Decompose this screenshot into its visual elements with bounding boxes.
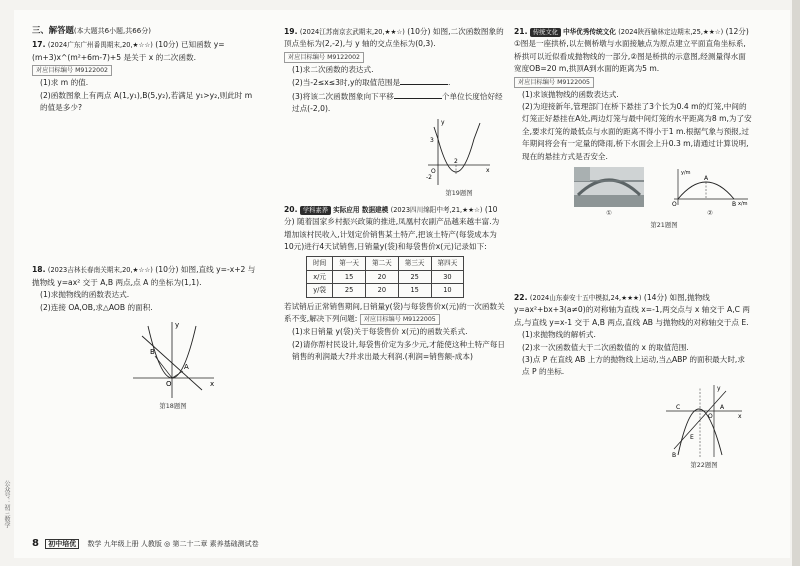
svg-text:O: O	[431, 168, 436, 176]
column-middle	[284, 24, 506, 363]
table-row: y/袋 25 20 15 10	[307, 284, 464, 297]
target-ref: 对应目标编号 M9122002	[32, 65, 112, 76]
table-header-row: 时间 第一天 第二天 第三天 第四天	[307, 257, 464, 270]
brand-logo: 初中培优	[45, 539, 79, 549]
arch-diagram	[668, 167, 752, 207]
svg-text:x: x	[738, 412, 742, 420]
svg-text:y/m: y/m	[681, 170, 691, 177]
svg-text:y: y	[441, 119, 445, 127]
table-row: x/元 15 20 25 30	[307, 270, 464, 283]
figure-22	[664, 383, 744, 459]
bridge-photo	[574, 167, 644, 207]
exam-page	[14, 10, 790, 558]
svg-text:B: B	[672, 451, 677, 459]
svg-text:C: C	[676, 403, 681, 411]
figure-18	[128, 318, 218, 400]
answer-blank[interactable]	[400, 76, 448, 85]
page-fold	[792, 0, 800, 566]
svg-text:A: A	[704, 175, 709, 183]
svg-text:y: y	[175, 321, 180, 330]
svg-text:A: A	[720, 403, 725, 411]
svg-text:B: B	[732, 201, 737, 208]
svg-text:B: B	[150, 348, 155, 357]
section-title: 三、解答题(本大题共6小题,共66分)	[32, 25, 151, 35]
footer-text: 数学 九年级上册 人教版 ◎ 第二十二章 素养基础测试卷	[87, 540, 259, 548]
column-left	[32, 24, 258, 412]
svg-text:x/m: x/m	[738, 201, 748, 208]
figure-21: ① A O B x/m y/m ②	[574, 167, 752, 219]
svg-text:y: y	[717, 384, 721, 392]
page-footer	[32, 538, 259, 549]
svg-text:O: O	[166, 380, 172, 389]
svg-text:E: E	[690, 433, 694, 441]
question-18: 18. (2023吉林长春南关期末,20,★☆☆) (10分) 如图,直线 y=-x+2 与抛物线 y=ax² 交于 A,B 两点,点 A 的坐标为(1,1). (1)求抛物线的函数表达式. (2)连接 OA,OB,求△AOB 的面积. B A O x y 第18题图	[32, 265, 256, 411]
svg-text:2: 2	[454, 158, 458, 166]
svg-text:-2: -2	[426, 174, 432, 182]
figure-19	[424, 117, 494, 187]
svg-text:A: A	[184, 363, 189, 372]
question-20: 20. 学科素养 实际应用 数据建模 (2023四川绵阳中考,21,★★☆) (10分) 随着国家乡村振兴政策的推进,凤凰村农副产品越来越丰富.为增加该村民收入,计划定价销售某土特产,把该土特产(每袋成本为10元)进行4天试销售,日销量y(袋)和每袋售价x(元)记录如下: 时间 第一天 第二天 第三天 第四天 x/元 15 20 25 30 y/袋 25 20 15 10 若试销后正常销售期间,日销量y(袋)与每袋售价x(元)的一次函数关系不变,解决下列问题: 对应目标编号 M9122005 (1)求日销量 y(袋)关于每袋售价 x(元)的函数关系式. (2)请你帮村民设计,每袋售价定为多少元,才能使这种土特产每日销售的利润最大?并求出最大利润.(利润=销售额-成本)	[284, 204, 506, 361]
svg-text:x: x	[486, 167, 490, 175]
svg-text:O: O	[672, 201, 677, 208]
question-22: 22. (2024山东泰安十五中模拟,24,★★★) (14分) 如图,抛物线 y=ax²+bx+3(a≠0)的对称轴为直线 x=-1,两交点与 x 轴交于 A,C 两点,与直线 y=x-1 交于 A,B 两点,直线 AB 与抛物线的对称轴交于点 E. (1)求抛物线的解析式. (2)求一次函数值大于二次函数值的 x 的取值范围. (3)点 P 在直线 AB 上方的抛物线上运动,当△ABP 的面积最大时,求点 P 的坐标. C A E B O x y 第22题图	[514, 292, 750, 469]
question-21: 21. 传统文化 中华优秀传统文化 (2024陕西榆林定边期末,25,★★☆) (12分) ①图是一座拱桥,以左侧桥墩与水面接触点为原点建立平面直角坐标系,桥拱可以近似看成抛物线的一部分,②图是桥拱的示意图,经测量得水面宽度OB=20 m,拱顶A到水面的距离为5 m. 对应目标编号 M9122005 (1)求该抛物线的函数表达式. (2)为迎接新年,管理部门在桥下悬挂了3个长为0.4 m的灯笼,中间的灯笼正好悬挂在A处,两边灯笼与最中间灯笼的水平距离为8 m,为了安全,要求灯笼的最低点与水面的距离不得小于1 m.根据气象与预报,过年期间将会有一定量的降雨,桥下水面会上升0.3 m,请通过计算说明,现在的悬挂方式是否安全. ① A O B x/m y/m ② 第21题图	[514, 27, 752, 230]
svg-text:x: x	[210, 380, 215, 389]
column-right	[514, 24, 752, 471]
svg-text:O: O	[708, 412, 713, 420]
question-17: 17. (2024广东广州番禺期末,20,★☆☆) (10分) 已知函数 y=(m+3)x^(m²+6m-7)+5 是关于 x 的二次函数. 对应目标编号 M9122002 (1)求 m 的值. (2)函数图象上有两点 A(1,y₁),B(5,y₂),若满足 y₁>y₂,则此时 m 的值是多少?	[32, 40, 253, 113]
svg-text:3: 3	[430, 137, 434, 145]
answer-blank[interactable]	[394, 90, 442, 99]
question-19: 19. (2024江苏南京玄武期末,20,★★☆) (10分) 如图,二次函数图象的顶点坐标为(2,-2),与 y 轴的交点坐标为(0,3). 对应目标编号 M9122002 (1)求二次函数的表达式. (2)当-2≤x≤3时,y的取值范围是 . (3)将该二次函数图象向下平移 个单位长度恰好经过点(-2,0). 3 O 2 -2 x y 第19题图	[284, 27, 504, 198]
page-number: 8	[32, 538, 39, 549]
side-note: 公众号：初三数学	[3, 480, 10, 528]
sales-table	[306, 256, 464, 297]
